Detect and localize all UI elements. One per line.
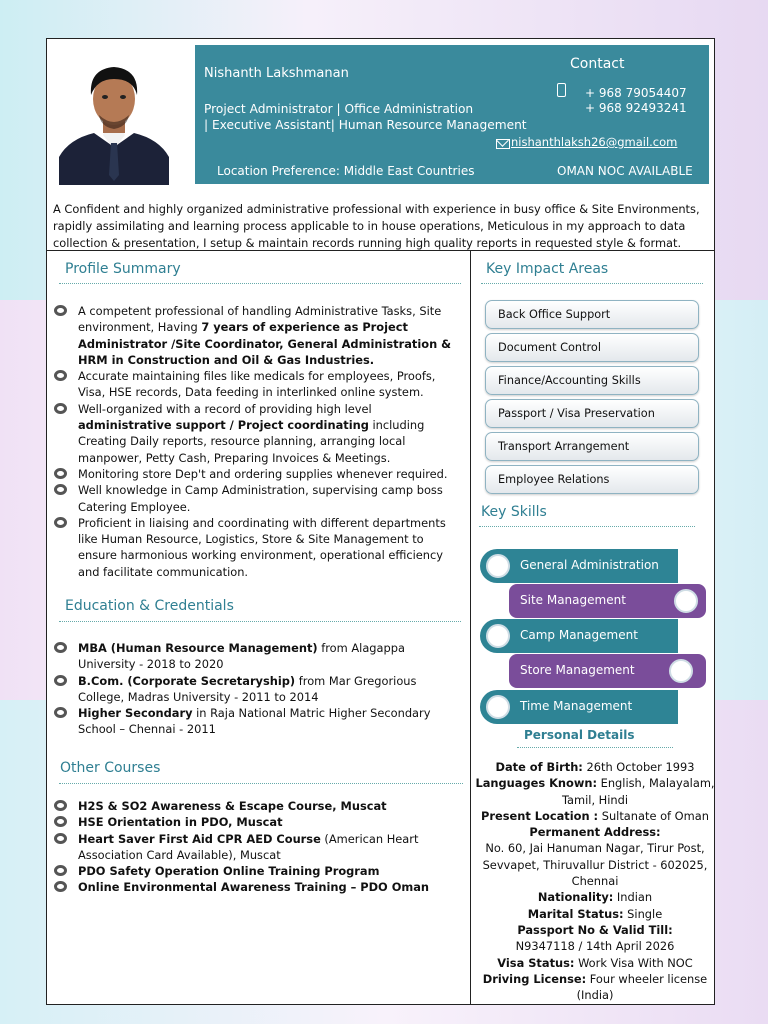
resume-page [46,38,715,1005]
dob-row: Date of Birth: 26th October 1993 [495,760,695,774]
list-item: Proficient in liaising and coordinating with different departments like Human Resource, Logistics, Store & Site Management to ensure harmonious working environment, operational efficiency and facilitate communication. [54,515,464,580]
section-underline [59,783,463,784]
column-divider [470,250,471,1005]
intro-paragraph: A Confident and highly organized administrative professional with experience in busy office & Site Environments, rapidly assimilating and learning process applicable to in house operations, Meticulous in my approach to data collection & presentation, I setup & maintain records running high quality reports in requested style & format. [53,202,700,250]
list-item: Monitoring store Dep't and ordering supplies whenever required. [54,466,464,482]
bullet-icon [54,484,67,495]
bullet-icon [54,865,67,876]
education-title: Education & Credentials [65,598,234,614]
bullet-icon [54,833,67,844]
bullet-icon [54,403,67,414]
profile-summary-title: Profile Summary [65,261,181,277]
profile-photo [59,57,169,185]
driving-license-row: Driving License: Four wheeler license (India) [482,971,708,1003]
visa-row: Visa Status: Work Visa With NOC [497,955,693,970]
impact-item: Document Control [485,333,699,362]
passport-value: N9347118 / 14th April 2026 [515,939,675,954]
bullet-icon [54,881,67,892]
section-underline [517,747,673,748]
skill-bar: Camp Management [480,619,678,653]
phone-numbers [585,86,687,116]
section-underline [59,621,461,622]
impact-item: Passport / Visa Preservation [485,399,699,428]
location-row: Present Location : Sultanate of Oman [481,808,709,823]
phone-icon [557,83,566,97]
bullet-icon [54,675,67,686]
passport-label: Passport No & Valid Till: [517,922,673,937]
list-item: PDO Safety Operation Online Training Program [54,863,466,879]
location-preference: Location Preference: Middle East Countries [217,164,475,178]
impact-item: Employee Relations [485,465,699,494]
mail-icon [496,139,510,149]
other-courses-title: Other Courses [60,760,161,776]
horizontal-divider [47,250,714,251]
section-underline [59,283,461,284]
skill-bar: Site Management [509,584,706,618]
list-item: MBA (Human Resource Management) from Alagappa University - 2018 to 2020 [54,640,466,673]
list-item: A competent professional of handling Administrative Tasks, Site environment, Having 7 years of experience as Project Administrator /Site Coordinator, General Administration & HRM in Construction and Oil & Gas Industries. [54,303,464,368]
marital-row: Marital Status: Single [527,906,663,921]
impact-item: Transport Arrangement [485,432,699,461]
bullet-icon [54,800,67,811]
candidate-name: Nishanth Lakshmanan [204,66,349,81]
header-banner [195,45,709,184]
courses-list [54,798,466,896]
phone-1: + 968 79054407 [585,86,687,100]
skill-knob-icon [486,554,510,578]
skill-knob-icon [486,624,510,648]
list-item: HSE Orientation in PDO, Muscat [54,814,466,830]
bullet-icon [54,468,67,479]
list-item: Heart Saver First Aid CPR AED Course (American Heart Association Card Available), Muscat [54,831,466,864]
education-list [54,640,466,738]
address-label: Permanent Address: [529,825,661,840]
personal-details-title: Personal Details [524,728,635,742]
skill-knob-icon [674,589,698,613]
list-item: B.Com. (Corporate Secretaryship) from Mar Gregorious College, Madras University - 2011 to 2014 [54,673,466,706]
email-link[interactable]: nishanthlaksh26@gmail.com [511,135,678,149]
contact-heading: Contact [570,56,625,72]
skill-knob-icon [669,659,693,683]
bullet-icon [54,816,67,827]
title-line-2: | Executive Assistant| Human Resource Management [204,117,527,132]
bullet-icon [54,642,67,653]
key-skills-title: Key Skills [481,504,547,520]
skill-bar: Store Management [509,654,706,688]
list-item: Higher Secondary in Raja National Matric Higher Secondary School – Chennai - 2011 [54,705,466,738]
noc-status: OMAN NOC AVAILABLE [557,164,693,178]
bullet-icon [54,305,67,316]
phone-2: + 968 92493241 [585,101,687,115]
bullet-icon [54,707,67,718]
personal-details [475,759,715,1003]
candidate-title [204,102,574,133]
list-item: Well-organized with a record of providing high level administrative support / Project coordinating including Creating Daily reports, resource planning, arranging local manpower, Petty Cash, Preparing Invoices & Meetings. [54,401,464,466]
section-underline [479,526,695,527]
address-value: No. 60, Jai Hanuman Nagar, Tirur Post, Sevvapet, Thiruvallur District - 602025, Chennai [482,841,708,889]
impact-item: Back Office Support [485,300,699,329]
skill-knob-icon [486,695,510,719]
profile-photo-image [59,57,169,185]
list-item: Online Environmental Awareness Training – PDO Oman [54,879,466,895]
skill-bar: General Administration [480,549,678,583]
key-impact-title: Key Impact Areas [486,261,609,277]
list-item: H2S & SO2 Awareness & Escape Course, Muscat [54,798,466,814]
section-underline [481,283,703,284]
profile-summary-list [54,303,464,580]
impact-item: Finance/Accounting Skills [485,366,699,395]
bullet-icon [54,370,67,381]
list-item: Well knowledge in Camp Administration, supervising camp boss Catering Employee. [54,482,464,515]
bullet-icon [54,517,67,528]
nationality-row: Nationality: Indian [537,890,653,905]
title-line-1: Project Administrator | Office Administration [204,102,474,116]
languages-row: Languages Known: English, Malayalam, Tamil, Hindi [475,776,715,807]
skill-bar: Time Management [480,690,678,724]
list-item: Accurate maintaining files like medicals for employees, Proofs, Visa, HSE records, Data feeding in interlinked online system. [54,368,464,401]
